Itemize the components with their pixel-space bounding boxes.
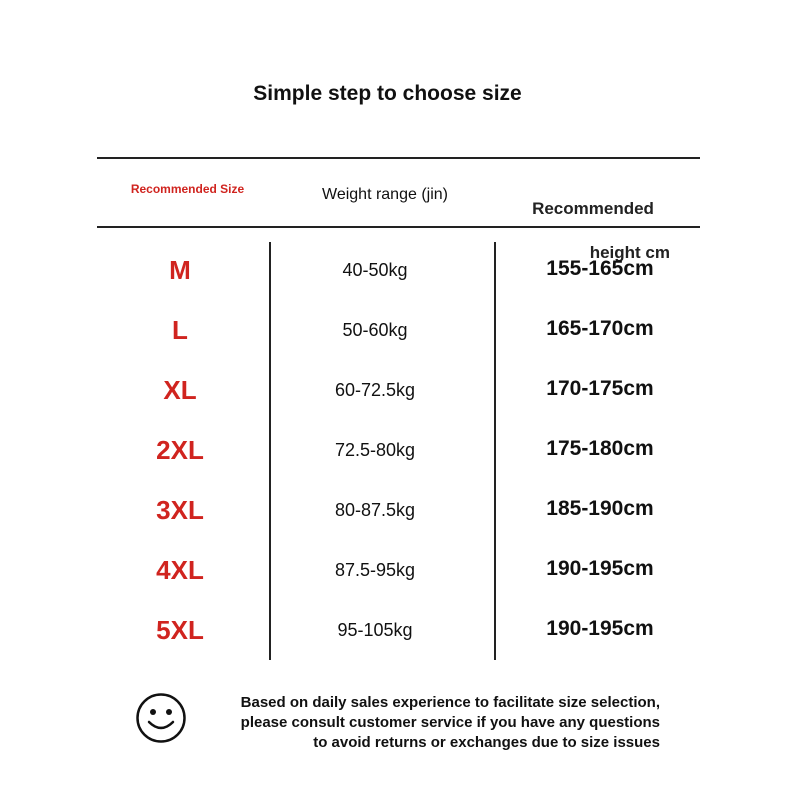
table-row	[0, 615, 800, 655]
table-row	[0, 255, 800, 295]
table-row	[0, 315, 800, 355]
header-recommended-size: Recommended Size	[130, 182, 245, 196]
height-cell: 175-180cm	[546, 437, 654, 460]
page-title: Simple step to choose size	[253, 82, 522, 105]
smiley-face-icon	[135, 692, 187, 744]
note-line-3: to avoid returns or exchanges due to size issues	[313, 734, 660, 751]
size-cell: 5XL	[156, 615, 204, 645]
size-cell: XL	[163, 375, 197, 405]
size-cell: 2XL	[156, 435, 204, 465]
weight-cell: 80-87.5kg	[334, 500, 416, 520]
height-cell: 190-195cm	[546, 617, 654, 640]
table-row	[0, 435, 800, 475]
table-top-rule	[97, 157, 700, 159]
height-cell: 185-190cm	[546, 497, 654, 520]
weight-cell: 72.5-80kg	[334, 440, 416, 460]
weight-cell: 87.5-95kg	[334, 560, 416, 580]
note-line-2: please consult customer service if you have any questions	[240, 714, 660, 731]
table-row	[0, 555, 800, 595]
header-weight-range: Weight range (jin)	[322, 186, 448, 203]
height-cell: 165-170cm	[546, 317, 654, 340]
table-header-rule	[97, 226, 700, 228]
weight-cell: 60-72.5kg	[334, 380, 416, 400]
weight-cell: 50-60kg	[342, 320, 408, 340]
height-cell: 155-165cm	[546, 257, 654, 280]
note-line-1: Based on daily sales experience to facilitate size selection,	[240, 694, 660, 711]
header-height-line2: height cm	[589, 243, 670, 262]
weight-cell: 95-105kg	[337, 620, 413, 640]
size-cell: 3XL	[156, 495, 204, 525]
height-cell: 170-175cm	[546, 377, 654, 400]
weight-cell: 40-50kg	[342, 260, 408, 280]
size-cell: L	[172, 315, 188, 345]
size-cell: M	[169, 255, 191, 285]
table-row	[0, 375, 800, 415]
header-height-line1: Recommended	[532, 199, 654, 218]
table-row	[0, 495, 800, 535]
size-advice-note	[200, 693, 660, 753]
height-cell: 190-195cm	[546, 557, 654, 580]
size-cell: 4XL	[156, 555, 204, 585]
